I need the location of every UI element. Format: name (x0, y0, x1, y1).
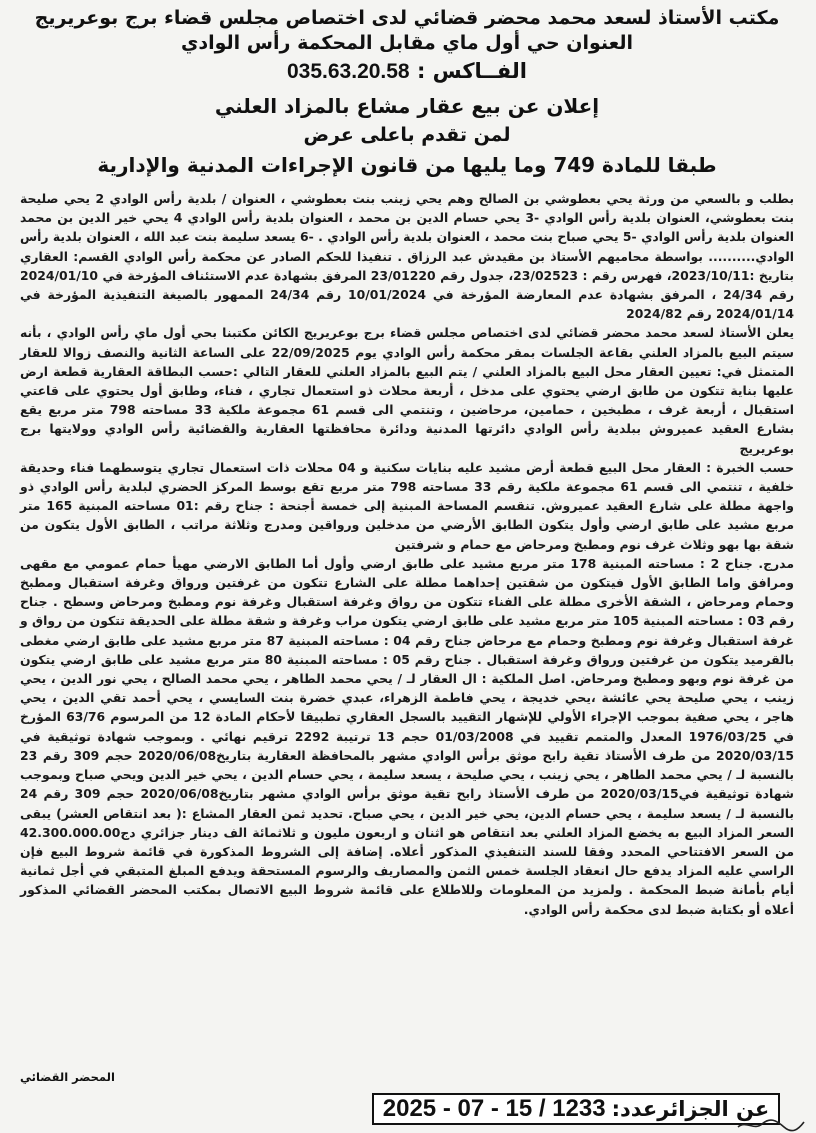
paragraph-expertise: حسب الخبرة : العقار محل البيع قطعة أرض مشيد عليه بنايات سكنية و 04 محلات ذات استعمال تجاري يتوسطهما فناء وحديقة خلفية ، تنتمي الى قسم 61 مجموعة ملكية رقم 33 مساحته 798 متر مربع تقع بوسط المركز الحضري لبلدية رأس الوادي ذو واجهة مطلة على شارع العقيد عميروش. تنقسم المساحة المبنية إلى خمسة أجنحة : جناح رقم :01 مساحته المبنية 165 متر مربع مشيد على طابق ارضي وأول يتكون الطابق الأرضي من مدخلين ورواقين ومدرج وثلاثة مراتب ، الطابق الأول يتكون من شقة بها بهو وثلاث غرف نوم ومطبخ ومرحاض مع حمام و شرفتين (20, 459, 794, 552)
office-line: مكتب الأستاذ لسعد محمد محضر قضائي لدى اختصاص مجلس قضاء برج بوعريريج (34, 7, 780, 29)
notice-body (20, 189, 794, 919)
address-line: العنوان حي أول ماي مقابل المحكمة رأس الوادي (180, 32, 634, 54)
law-reference: طبقا للمادة 749 وما يليها من قانون الإجراءات المدنية والإدارية (97, 153, 717, 177)
fax-line (20, 56, 794, 87)
paragraph-sale-announcement: يعلن الأستاذ لسعد محمد محضر قضائي لدى اختصاص مجلس قضاء برج بوعريريج الكائن مكتبنا بحي أول ماي رأس الوادي ، بأنه سيتم البيع بالمزاد العلني بقاعة الجلسات بمقر محكمة رأس الوادي يوم 22/09/2025 على الساعة الثانية والنصف زوالا للعقار المتمثل في: تعيين العقار محل البيع بالمزاد العلني / يتم البيع بالمزاد العلني للعقار التالي :حسب البطاقة العقارية قطعة ارض عليها بناية تتكون من طابق ارضي يحتوي على مدخل ، أربعة محلات ذو استعمال تجاري ، فناء، وطابق أول يحتوي على قاعتي استقبال ، أربعة غرف ، مطبخين ، حمامين، مرحاضين ، وتنتمي الى قسم 61 مجموعة ملكية 33 مساحته 798 متر مربع يقع بشارع العقيد عميروش ببلدية رأس الوادي دائرتها المدنية ودائرة محافظتها العقارية والقضائية رأس الوادي وولايتها برج بوعريريج (20, 325, 795, 456)
fax-label: الفــاكس : (416, 59, 527, 83)
notice-subtitle: لمن تقدم باعلى عرض (303, 124, 511, 146)
publication-stamp (372, 1093, 780, 1125)
handwritten-mark-icon (736, 1118, 806, 1132)
fax-number: 035.63.20.58 (287, 60, 410, 83)
paragraph-wings-and-price: مدرج. جناح 2 : مساحته المبنية 178 متر مربع مشيد على طابق ارضي وأول أما الطابق الارضي مهيأ حمام عمومي مع مقهى ومرافق واما الطابق الأول فيتكون من شقتين إحداهما مطلة على الشارع تتكون من غرفتين ورواق وغرفة استقبال ومطبخ وحمام ومرحاض ، الشقة الأخرى مطلة على الفناء تتكون من رواق وغرفة استقبال وغرفة نوم ومطبخ ومرحاض وسطح . جناح رقم 03 : مساحته المبنية 105 متر مربع مشيد على طابق ارضي يتكون مراب وغرفة و شقة مطلة على الحديقة تتكون من رواق و غرفة استقبال وغرفة نوم ومطبخ وحمام مع مرحاض جناح رقم 04 : مساحته المبنية 87 متر مربع مشيد على طابق ارضي مغطى بالقرميد يتكون من غرفتين ورواق وغرفة استقبال . جناح رقم 05 : مساحته المبنية 80 متر مربع مشيد على طابق ارضي يتكون من غرفة نوم وبهو ومطبخ ومرحاض. اصل الملكية : ال العقار لـ / يحي محمد الطاهر ، يحي محمد الصالح ، يحي نور الدين ، يحي زينب ، يحي صليحة يحي عائشة ،يحي خديجة ، يحي فاطمة الزهراء، عبدي خضرة بنت السايسي ، يحي أحمد تقي الدين ، يحي هاجر ، يحي صفية بموجب الإجراء الأولي للإشهار التقييد بالسجل العقاري تطبيقا لأحكام المادة 12 من المرسوم 63/76 المؤرخ في 1976/03/25 المعدل والمتمم تقييد في 01/03/2008 حجم 13 ترتيبة 2292 ترقيم نهائي . وبموجب شهادة توثيقية في 2020/03/15 من طرف الأستاذ تقية رابح موثق برأس الوادي مشهر بالمحافظة العقارية بتاريخ2020/06/08 حجم 309 رقم 23 بالنسبة لـ / يحي محمد الطاهر ، يحي زينب ، يحي صليحة ، يسعد سليمة ، يحي حسام الدين ، يحي خير الدين ويحي صباح وبموجب شهادة توثيقية في2020/03/15 من طرف الأستاذ رابح تقية موثق برأس الوادي مشهر بتاريخ2020/06/08 حجم 309 رقم 24 بالنسبة لـ / يسعد سليمة ، يحي حسام الدين، يحي خير الدين ، يحي صباح. تحديد ثمن العقار المشاع :( بعد انتقاص العشر) يبقى السعر المزاد البيع به يخضع المزاد العلني بعد انتقاص هو اثنان و اربعون مليون و ثلاثمائة الف دينار جزائري دج42.300.000.00 من السعر الافتتاحي المحدد وفقا للسند التنفيذي المذكور أعلاه. إضافة إلى الشروط المذكورة في قائمة شروط البيع فإن الراسي عليه المزاد يدفع حال انعقاد الجلسة خمس الثمن والمصاريف والرسوم المستحقة ويدفع المبلغ المتبقي في أجل ثمانية أيام بأمانة ضبط المحكمة . ولمزيد من المعلومات وللاطلاع على قائمة شروط البيع الاتصال بمكتب المحضر القضائي المذكور أعلاه أو بكتابة ضبط لدى محكمة رأس الوادي. (20, 555, 795, 917)
notice-title: إعلان عن بيع عقار مشاع بالمزاد العلني (214, 94, 600, 118)
stamp-label: عن الجزائرعدد: (611, 1097, 770, 1121)
signature: المحضر القضائي (20, 1070, 115, 1084)
stamp-number-date: 2025 - 07 - 15 / 1233 (382, 1095, 606, 1122)
notice-header (20, 6, 794, 181)
paragraph-request: بطلب و بالسعي من ورثة يحي بعطوشي بن الصالح وهم يحي زينب بنت بعطوشي ، العنوان / بلدية رأس الوادي 2 يحي صليحة بنت بعطوشي، العنوان بلدية رأس الوادي -3 يحي حسام الدين بن محمد ، العنوان بلدية رأس الوادي 4 يحي خير الدين بن محمد العنوان بلدية رأس الوادي -5 يحي صباح بنت محمد ، العنوان بلدية رأس الوادي . -6 يسعد سليمة بنت عبد الله ، العنوان بلدية رأس الوادي.......... بواسطة محاميهم الأستاذ بن مقيدش عبد الرزاق . تنفيذا للحكم الصادر عن محكمة رأس الوادي القسم: العقاري بتاريخ :2023/10/11، فهرس رقم : 23/02523، جدول رقم 23/01220 المرفق بشهادة عدم الاستئناف المؤرخة في 2024/01/10 رقم 24/34 ، المرفق بشهادة عدم المعارضة المؤرخة في 10/01/2024 رقم 24/34 الممهور بالصيغة التنفيذية المؤرخة في 2024/01/14 رقم 2024/82 (20, 191, 795, 322)
